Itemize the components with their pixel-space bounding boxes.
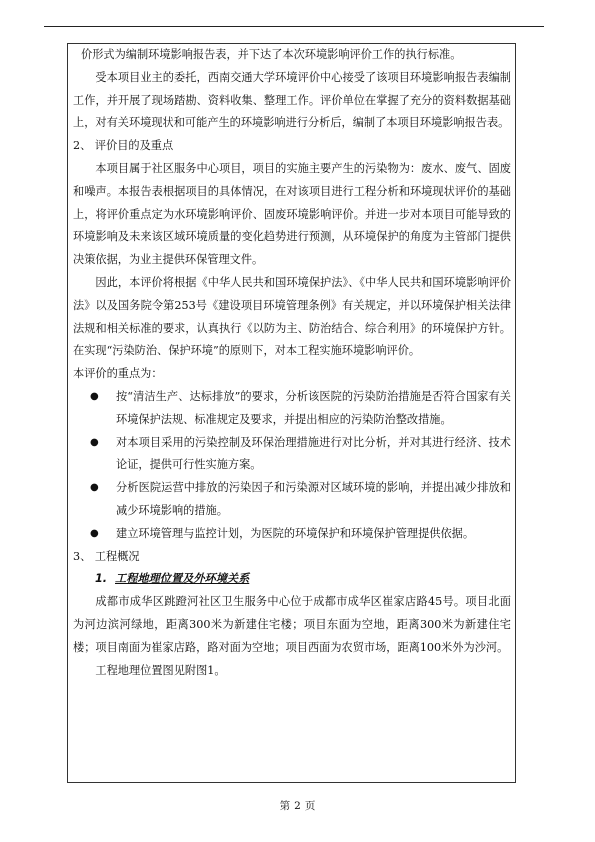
paragraph-purpose: 本项目属于社区服务中心项目，项目的实施主要产生的污染物为：废水、废气、固废和噪声。本报告表根据项目的具体情况，在对该项目进行工程分析和环境现状评价的基础上，将评价重点定为水环境影响评价、固废环境影响评价。并进一步对本项目可能导致的环境影响及未来该区域环境质量的变化趋势进行预测，从环境保护的角度为主管部门提供决策依据，为业主提供环保管理文件。: [73, 161, 511, 267]
header-rule: [44, 26, 544, 27]
bullet-icon: ●: [90, 390, 99, 402]
list-item-text: 按“清洁生产、达标排放”的要求，分析该医院的污染防治措施是否符合国家有关环境保护法规、标准规定及要求，并提出相应的污染防治整改措施。: [116, 389, 511, 426]
document-body: [73, 44, 511, 682]
page-footer: [0, 798, 595, 813]
page-prefix: 第: [279, 800, 291, 812]
paragraph-basis: 因此，本评价将根据《中华人民共和国环境保护法》、《中华人民共和国环境影响评价法》以及国务院令第253号《建设项目环境管理条例》有关规定，并以环境保护相关法律法规和相关标准的要求，认真执行《以防为主、防治结合、综合利用》的环境保护方针。在实现“污染防治、保护环境”的原则下，对本工程实施环境影响评价。: [73, 275, 511, 358]
list-item: [73, 477, 511, 523]
list-item-text: 建立环境管理与监控计划，为医院的环境保护和环境保护管理提供依据。: [116, 526, 475, 540]
list-item-text: 对本项目采用的污染控制及环保治理措施进行对比分析，并对其进行经济、技术论证，提供可行性实施方案。: [116, 435, 511, 472]
list-item: [73, 386, 511, 432]
intro-tail: 价形式为编制环境影响报告表，并下达了本次环境影响评价工作的执行标准。: [81, 48, 462, 61]
section-2-heading: 2、 评价目的及重点: [73, 139, 174, 153]
list-item: [73, 523, 511, 546]
focus-list: [73, 386, 511, 546]
focus-intro: 本评价的重点为：: [73, 367, 163, 381]
subsection-number: 1.: [95, 572, 108, 586]
section-3-heading: 3、 工程概况: [73, 549, 140, 563]
list-item-text: 分析医院运营中排放的污染因子和污染源对区域环境的影响，并提出减少排放和减少环境影响的措施。: [116, 481, 511, 517]
paragraph-commission: 受本项目业主的委托，西南交通大学环境评价中心接受了该项目环境影响报告表编制工作，并开展了现场踏勘、资料收集、整理工作。评价单位在掌握了充分的资料数据基础上，对有关环境现状和可能产生的环境影响进行分析后，编制了本项目环境影响报告表。: [73, 70, 511, 130]
page-number: 2: [294, 800, 301, 812]
bullet-icon: ●: [90, 436, 99, 448]
list-item: [73, 432, 511, 478]
paragraph-location: 成都市成华区跳蹬河社区卫生服务中心位于成都市成华区崔家店路45号。项目北面为河边滨河绿地，距离300米为新建住宅楼；项目东面为空地，距离300米为新建住宅楼；项目南面为崔家店路，路对面为空地；项目西面为农贸市场，距离100米外为沙河。: [73, 595, 511, 654]
paragraph-figure-ref: 工程地理位置图见附图1。: [95, 663, 226, 677]
subsection-title: 工程地理位置及外环境关系: [115, 572, 250, 586]
page-suffix: 页: [304, 800, 316, 812]
bullet-icon: ●: [90, 527, 99, 539]
bullet-icon: ●: [90, 482, 99, 494]
subsection-1-heading: [95, 568, 511, 591]
